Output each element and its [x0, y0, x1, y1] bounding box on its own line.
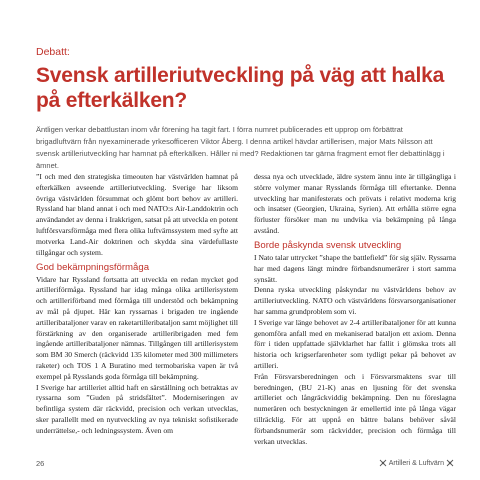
crossed-cannons-icon [446, 459, 454, 467]
paragraph: I Sverige har artilleriet alltid haft en särställning och betraktas av ryssarna som ”Guden på stridsfältet”. Moderniseringen av befintliga system där räckvidd, precision och verkan utvecklas, sker parallellt med en nyutveckling av nya tekniskt sofistikerade underrättelse,- och ledningssystem. Även om [36, 382, 238, 435]
paragraph: I Nato talar uttrycket ”shape the battlefield” för sig själv. Ryssarna har med dagens längt mindre förbandsnumerärer i stort samma synsätt. [254, 252, 456, 284]
page-number: 26 [36, 459, 45, 468]
paragraph: Vidare har Ryssland fortsatta att utveckla en redan mycket god artilleriförmåga. Ryssland har idag många olika artillerisystem och artilleriförband med förmåga till understöd och bekämpning av mål på djupet. Här kan ryssarnas i brigaden tre ingående artilleribataljoner varav en raketartilleribataljon samt möjlighet till förstärkning av den organiserade artilleribrigaden med fem ingående artilleribataljoner nämnas. Tillgången till artillerisystem som BM 30 Smerch (räckvidd 135 kilometer med 300 millimeters raketer) och TOS 1 A Buratino med termobariska vapen är två exempel på Rysslands goda förmåga till bekämpning. [36, 274, 239, 381]
crossed-cannons-icon [379, 459, 387, 467]
publication-name: Artilleri & Luftvärn [388, 459, 444, 467]
section-heading: Borde påskynda svensk utveckling [254, 239, 402, 251]
paragraph: Från Försvarsberedningen och i Försvarsmaktens svar till beredningen, (BU 21-K) anas en ljusning för det svenska artilleriet och långräckviddig bekämpning. Den nu föreslagna numerären och bestyckningen är emellertid inte på långa vägar tillräcklig. För att uppnå en bättre balans behöver såväl förbandsnumerär som räckvidder, precision och förmåga till verkan utvecklas. [254, 371, 456, 446]
section-heading: God bekämpningsförmåga [36, 261, 150, 273]
right-column [254, 172, 456, 448]
paragraph: dessa nya och utvecklade, äldre system ännu inte är tillgängliga i större volymer manar Rysslands förmåga till eftertanke. Denna utveckling har manifesterats och prövats i relativt moderna krig och insatser (Georgien, Ukraina, Syrien). Att erhålla större egna förluster försöker man nu undvika via bekämpning på långa avstånd. [254, 172, 456, 236]
article-title: Svensk artilleriutveckling på väg att halka på efterkälken? [36, 64, 445, 112]
paragraph: ”I och med den strategiska timeouten har västvärlden hamnat på efterkälken avseende artilleriutveckling. Sverige har liksom övriga västvärlden försummat och glömt bort behov av artilleri. Ryssland har bland annat i och med NATO:s Air-Landdoktrin och användandet av denna i Irakkrigen, satsat på att utveckla en potent luftförsvarsförmåga med flera olika luftvärnssystem med syfte att motverka Land-Air doktrinen och skydda sina värdefullaste tillgångar och system. [36, 172, 238, 257]
left-column [36, 172, 238, 437]
kicker: Debatt: [36, 46, 70, 58]
paragraph: Denna ryska utveckling påskyndar nu västvärldens behov av artilleriutveckling. NATO och västvärldens försvarsorganisationer har samma grundproblem som vi. [254, 285, 456, 316]
paragraph: I Sverige var länge behovet av 2-4 artilleribataljoner för att kunna genomföra anfall med en mekaniserad bataljon ett axiom. Denna förr i tiden uppfattade självklarhet har fallit i glömska trots all historia och krigserfarenheter som tydligt pekar på behovet av artilleri. [254, 317, 456, 370]
footer-brand [379, 459, 454, 467]
article-lead: Äntligen verkar debattlustan inom vår förening ha tagit fart. I förra numret publicerades ett upprop om förbättrat brigadluftvärn från nyexaminerade yrkesofficeren Viktor Åberg. I denna artikel hävdar artillerisen, major Mats Nilsson att svensk artilleriutveckling har hamnat på efterkälken. Håller ni med? Redaktionen tar gärna fragment emot fler debattinlägg i ämnet. [36, 125, 445, 171]
